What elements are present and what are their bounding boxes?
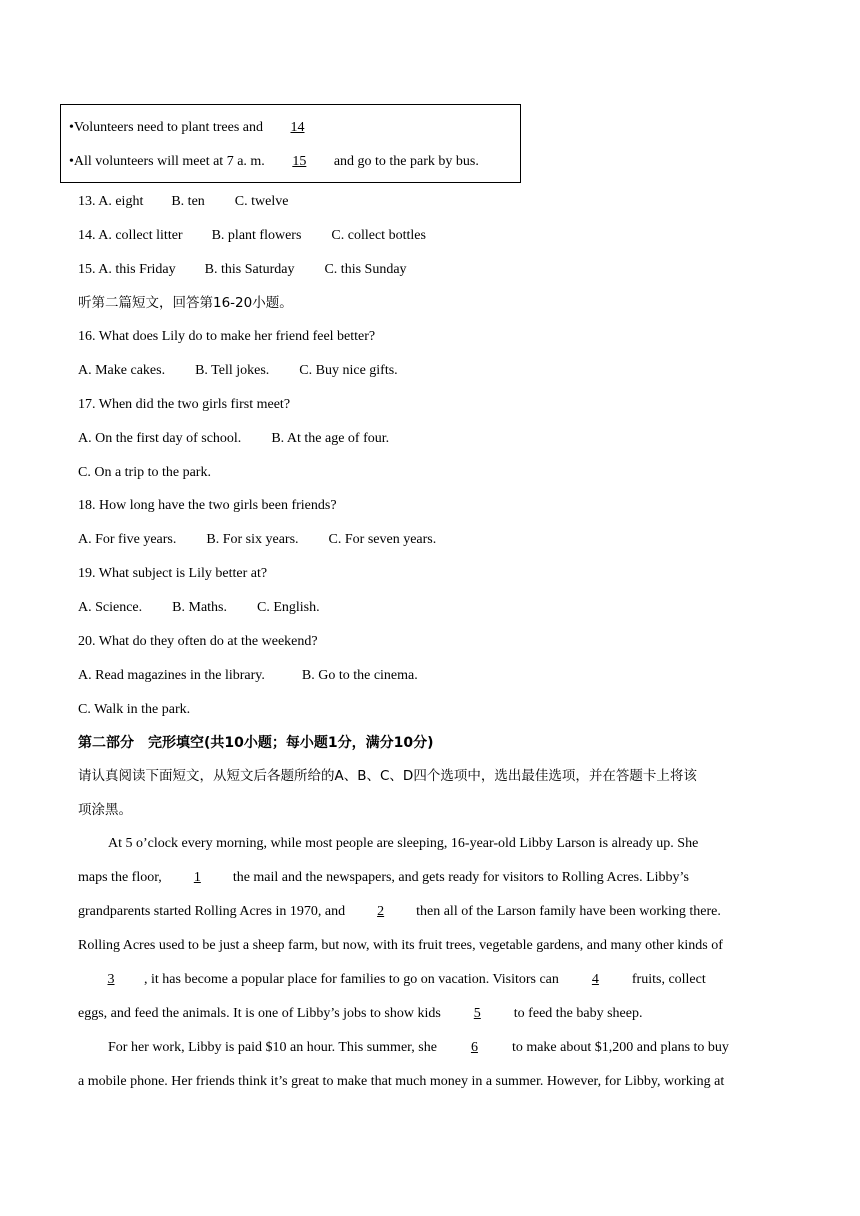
option-16b: B. Tell jokes. bbox=[195, 363, 270, 378]
part-2-instruction-line-2: 项涂黑。 bbox=[78, 802, 132, 818]
cloze-blank-3: 3 bbox=[107, 972, 115, 987]
cloze-line-2 bbox=[78, 869, 780, 887]
option-13c: C. twelve bbox=[234, 194, 289, 209]
option-17b: B. At the age of four. bbox=[271, 431, 390, 446]
cloze-line-2-end: the mail and the newspapers, and gets ready for visitors to Rolling Acres. Libby’s bbox=[229, 870, 689, 885]
option-19b: B. Maths. bbox=[172, 600, 227, 615]
passage-2-instruction: 听第二篇短文，回答第16-20小题。 bbox=[78, 295, 293, 311]
question-17: 17. When did the two girls first meet? bbox=[78, 397, 291, 412]
option-18b: B. For six years. bbox=[206, 532, 299, 547]
cloze-blank-1: 1 bbox=[193, 870, 201, 885]
options-18 bbox=[78, 531, 436, 549]
options-17 bbox=[78, 430, 389, 448]
option-13a: A. eight bbox=[98, 194, 144, 209]
option-17c: C. On a trip to the park. bbox=[78, 465, 211, 480]
cloze-line-6-end: to feed the baby sheep. bbox=[510, 1006, 643, 1021]
option-14a: A. collect litter bbox=[98, 228, 183, 243]
cloze-line-4: Rolling Acres used to be just a sheep farm, but now, with its fruit trees, vegetable gardens, and many other kinds of bbox=[78, 938, 723, 953]
question-13-number: 13. bbox=[78, 194, 99, 209]
cloze-line-3-start: grandparents started Rolling Acres in 1970, and bbox=[78, 904, 349, 919]
option-17a: A. On the first day of school. bbox=[78, 431, 242, 446]
option-14c: C. collect bottles bbox=[331, 228, 426, 243]
cloze-line-8: a mobile phone. Her friends think it’s great to make that much money in a summer. However, for Libby, working at bbox=[78, 1074, 725, 1089]
question-18: 18. How long have the two girls been friends? bbox=[78, 498, 337, 513]
question-14 bbox=[78, 227, 426, 245]
option-15c: C. this Sunday bbox=[324, 262, 407, 277]
cloze-line-5-end: fruits, collect bbox=[628, 972, 706, 987]
blank-14: 14 bbox=[290, 120, 305, 135]
option-19a: A. Science. bbox=[78, 600, 143, 615]
notice-line-2-suffix: and go to the park by bus. bbox=[330, 154, 479, 169]
cloze-line-5 bbox=[78, 971, 780, 989]
cloze-blank-2: 2 bbox=[377, 904, 385, 919]
cloze-blank-6: 6 bbox=[470, 1040, 478, 1055]
notice-line-1-text: •Volunteers need to plant trees and bbox=[69, 120, 267, 135]
option-18a: A. For five years. bbox=[78, 532, 177, 547]
options-20 bbox=[78, 667, 418, 685]
cloze-line-7 bbox=[108, 1039, 810, 1057]
part-2-instruction-line-1: 请认真阅读下面短文，从短文后各题所给的A、B、C、D四个选项中，选出最佳选项，并在答题卡上将该 bbox=[78, 768, 697, 784]
option-16c: C. Buy nice gifts. bbox=[299, 363, 398, 378]
cloze-line-3-end: then all of the Larson family have been working there. bbox=[412, 904, 721, 919]
blank-15: 15 bbox=[292, 154, 307, 169]
cloze-line-6-start: eggs, and feed the animals. It is one of Libby’s jobs to show kids bbox=[78, 1006, 445, 1021]
part-2-heading: 第二部分 完形填空(共10小题；每小题1分，满分10分) bbox=[78, 735, 434, 751]
notice-line-2 bbox=[69, 154, 479, 170]
option-15b: B. this Saturday bbox=[204, 262, 295, 277]
option-20c: C. Walk in the park. bbox=[78, 702, 191, 717]
cloze-line-1: At 5 o’clock every morning, while most people are sleeping, 16-year-old Libby Larson is already up. She bbox=[108, 836, 699, 851]
option-18c: C. For seven years. bbox=[328, 532, 437, 547]
cloze-line-5-mid: , it has become a popular place for families to go on vacation. Visitors can bbox=[144, 972, 563, 987]
question-15 bbox=[78, 261, 407, 279]
question-15-number: 15. bbox=[78, 262, 99, 277]
option-15a: A. this Friday bbox=[98, 262, 176, 277]
notice-line-2-text: •All volunteers will meet at 7 a. m. bbox=[69, 154, 269, 169]
cloze-line-3 bbox=[78, 903, 780, 921]
cloze-line-6 bbox=[78, 1005, 780, 1023]
question-20: 20. What do they often do at the weekend? bbox=[78, 634, 318, 649]
options-19 bbox=[78, 599, 320, 617]
notice-box bbox=[60, 104, 521, 183]
option-14b: B. plant flowers bbox=[211, 228, 302, 243]
option-20b: B. Go to the cinema. bbox=[301, 668, 418, 683]
option-13b: B. ten bbox=[171, 194, 205, 209]
question-19: 19. What subject is Lily better at? bbox=[78, 566, 268, 581]
option-20a: A. Read magazines in the library. bbox=[78, 668, 265, 683]
option-16a: A. Make cakes. bbox=[78, 363, 166, 378]
notice-line-1 bbox=[69, 120, 328, 136]
cloze-blank-4: 4 bbox=[591, 972, 599, 987]
cloze-line-7-end: to make about $1,200 and plans to buy bbox=[508, 1040, 729, 1055]
cloze-line-7-start: For her work, Libby is paid $10 an hour. This summer, she bbox=[108, 1040, 441, 1055]
question-14-number: 14. bbox=[78, 228, 99, 243]
question-13 bbox=[78, 193, 288, 211]
option-19c: C. English. bbox=[257, 600, 320, 615]
cloze-line-2-start: maps the floor, bbox=[78, 870, 166, 885]
options-16 bbox=[78, 362, 398, 380]
cloze-blank-5: 5 bbox=[473, 1006, 481, 1021]
question-16: 16. What does Lily do to make her friend feel better? bbox=[78, 329, 376, 344]
